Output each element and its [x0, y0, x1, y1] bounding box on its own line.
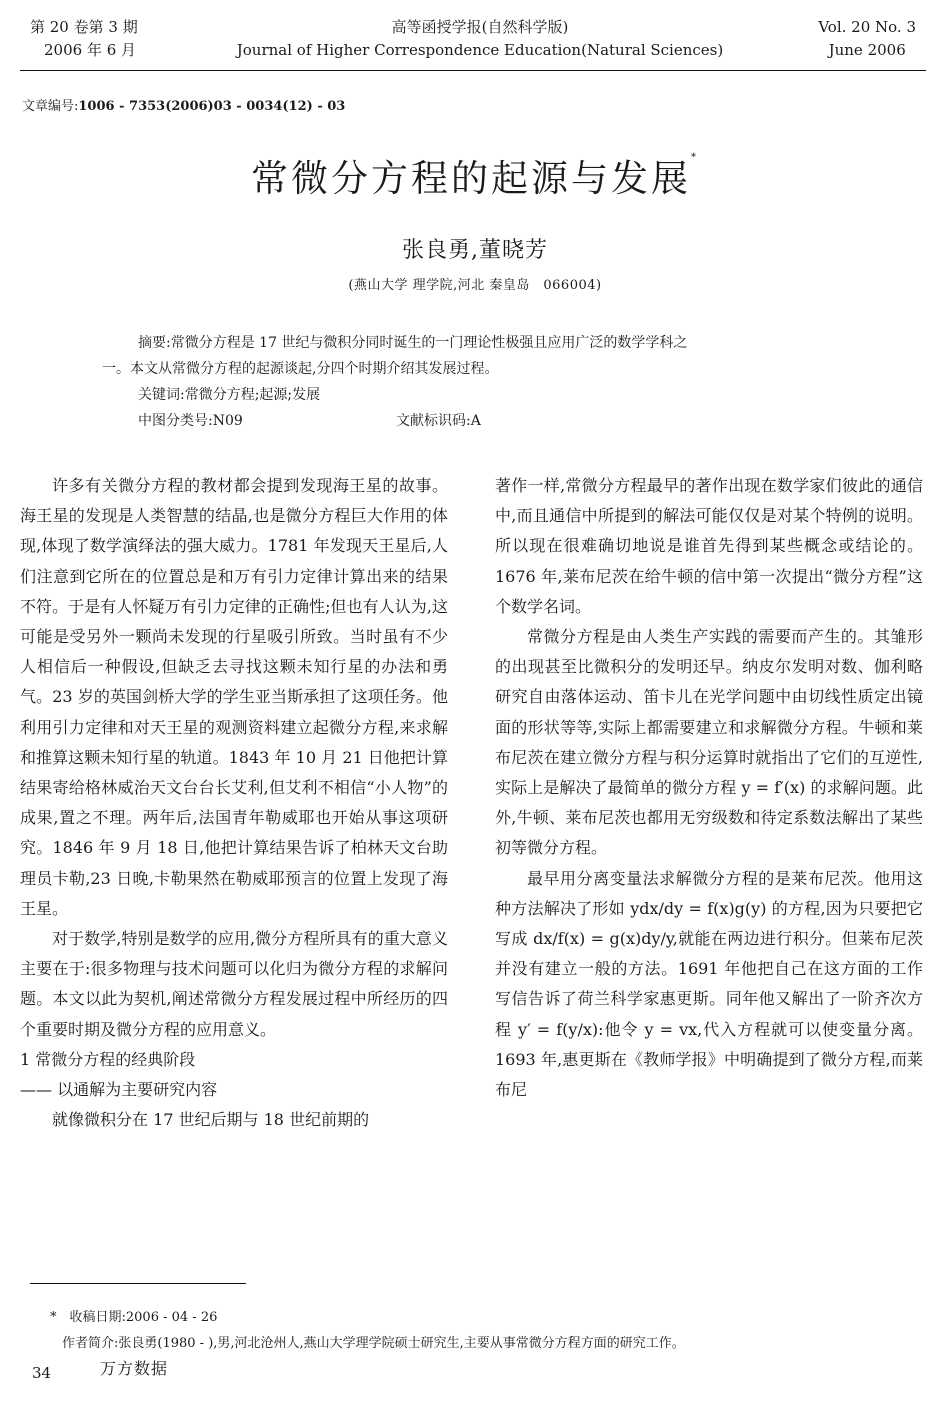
right-column	[495, 471, 923, 1105]
classification-row	[102, 408, 862, 434]
journal-title-en: Journal of Higher Correspondence Education(Natural Sciences)	[236, 41, 724, 59]
volume-cn: 第 20 卷第 3 期	[30, 18, 138, 36]
document-code: 文献标识码:A	[396, 413, 481, 429]
body-paragraph-4: 常微分方程是由人类生产实践的需要而产生的。其雏形的出现甚至比微积分的发明还早。纳皮尔发明对数、伽利略研究自由落体运动、笛卡儿在光学问题中由切线性质定出镜面的形状等等,实际上都需要建立和求解微分方程。牛顿和莱布尼茨在建立微分方程与积分运算时就指出了它们的互逆性,实际上是解决了最简单的微分方程 y = f′(x) 的求解问题。此外,牛顿、莱布尼茨也都用无穷级数和待定系数法解出了某些初等微分方程。	[495, 627, 923, 858]
paper-title	[0, 148, 950, 202]
body-paragraph-5: 最早用分离变量法求解微分方程的是莱布尼茨。他用这种方法解决了形如 ydx/dy = f(x)g(y) 的方程,因为只要把它写成 dx/f(x) = g(x)dy/y,就能在两边进行积分。但莱布尼茨并没有建立一般的方法。1691 年他把自己在这方面的工作写信告诉了荷兰科学家惠更斯。同年他又解出了一阶齐次方程 y′ = f(y/x):他令 y = vx,代入方程就可以使变量分离。1693 年,惠更斯在《教师学报》中明确提到了微分方程,而莱布尼	[495, 868, 923, 1100]
keywords: 关键词:常微分方程;起源;发展	[138, 387, 321, 403]
journal-title-cn: 高等函授学报(自然科学版)	[391, 18, 569, 36]
body-paragraph-2: 对于数学,特别是数学的应用,微分方程所具有的重大意义主要在于:很多物理与技术问题可以化归为微分方程的求解问题。本文以此为契机,阐述常微分方程发展过程中所经历的四个重要时期及微分方程的应用意义。	[20, 929, 448, 1039]
section-subheading: —— 以通解为主要研究内容	[20, 1080, 218, 1100]
body-paragraph-1: 许多有关微分方程的教材都会提到发现海王星的故事。海王星的发现是人类智慧的结晶,也是微分方程巨大作用的体现,体现了数学演绎法的强大威力。1781 年发现天王星后,人们注意到它所在的位置总是和万有引力定律计算出来的结果不符。于是有人怀疑万有引力定律的正确性;但也有人认为,这可能是受另外一颗尚未发现的行星吸引所致。当时虽有不少人相信后一种假设,但缺乏去寻找这颗未知行星的办法和勇气。23 岁的英国剑桥大学的学生亚当斯承担了这项任务。他利用引力定律和对天王星的观测资料建立起微分方程,来求解和推算这颗未知行星的轨道。1843 年 10 月 21 日他把计算结果寄给格林威治天文台台长艾利,但艾利不相信“小人物”的成果,置之不理。两年后,法国青年勒威耶也开始从事这项研究。1846 年 9 月 18 日,他把计算结果告诉了柏林天文台助理员卡勒,23 日晚,卡勒果然在勒威耶预言的位置上发现了海王星。	[20, 476, 448, 918]
clc-number: 中图分类号:N09	[138, 413, 243, 429]
section-heading: 1 常微分方程的经典阶段	[20, 1049, 196, 1069]
article-number	[22, 95, 345, 114]
body-paragraph-3: 就像微积分在 17 世纪后期与 18 世纪前期的	[52, 1110, 370, 1130]
abstract-block	[102, 330, 862, 434]
authors: 张良勇,董晓芳	[402, 238, 548, 263]
title-footnote-mark: *	[691, 152, 699, 163]
footnote-received-date: * 收稿日期:2006 - 04 - 26	[50, 1310, 218, 1325]
article-number-label: 文章编号:	[22, 99, 79, 114]
date-en: June 2006	[828, 41, 906, 59]
affiliation: (燕山大学 理学院,河北 秦皇岛 066004)	[348, 278, 602, 293]
header-rule	[20, 70, 926, 71]
abstract-line-1: 摘要:常微分方程是 17 世纪与微积分同时诞生的一门理论性极强且应用广泛的数学学科之	[138, 335, 688, 351]
footnote-author-intro: 作者简介:张良勇(1980 - ),男,河北沧州人,燕山大学理学院硕士研究生,主要从事常微分方程方面的研究工作。	[62, 1336, 685, 1351]
abstract-line-2: 一。本文从常微分方程的起源谈起,分四个时期介绍其发展过程。	[102, 361, 499, 377]
paper-title-text: 常微分方程的起源与发展	[251, 157, 691, 200]
header-journal	[200, 16, 760, 62]
date-cn: 2006 年 6 月	[44, 41, 137, 59]
header-volume-cn	[30, 16, 138, 62]
page-number: 34	[32, 1364, 52, 1382]
left-column	[20, 471, 448, 1135]
article-number-value: 1006 - 7353(2006)03 - 0034(12) - 03	[78, 99, 346, 114]
volume-en: Vol. 20 No. 3	[818, 18, 916, 36]
body-paragraph-continued: 著作一样,常微分方程最早的著作出现在数学家们彼此的通信中,而且通信中所提到的解法可能仅仅是对某个特例的说明。所以现在很难确切地说是谁首先得到某些概念或结论的。1676 年,莱布尼茨在给牛顿的信中第一次提出“微分方程”这个数学名词。	[495, 476, 923, 616]
footnote-rule	[30, 1283, 246, 1284]
wanfang-logo: 万方数据	[100, 1359, 169, 1378]
header-volume-en	[818, 16, 916, 62]
